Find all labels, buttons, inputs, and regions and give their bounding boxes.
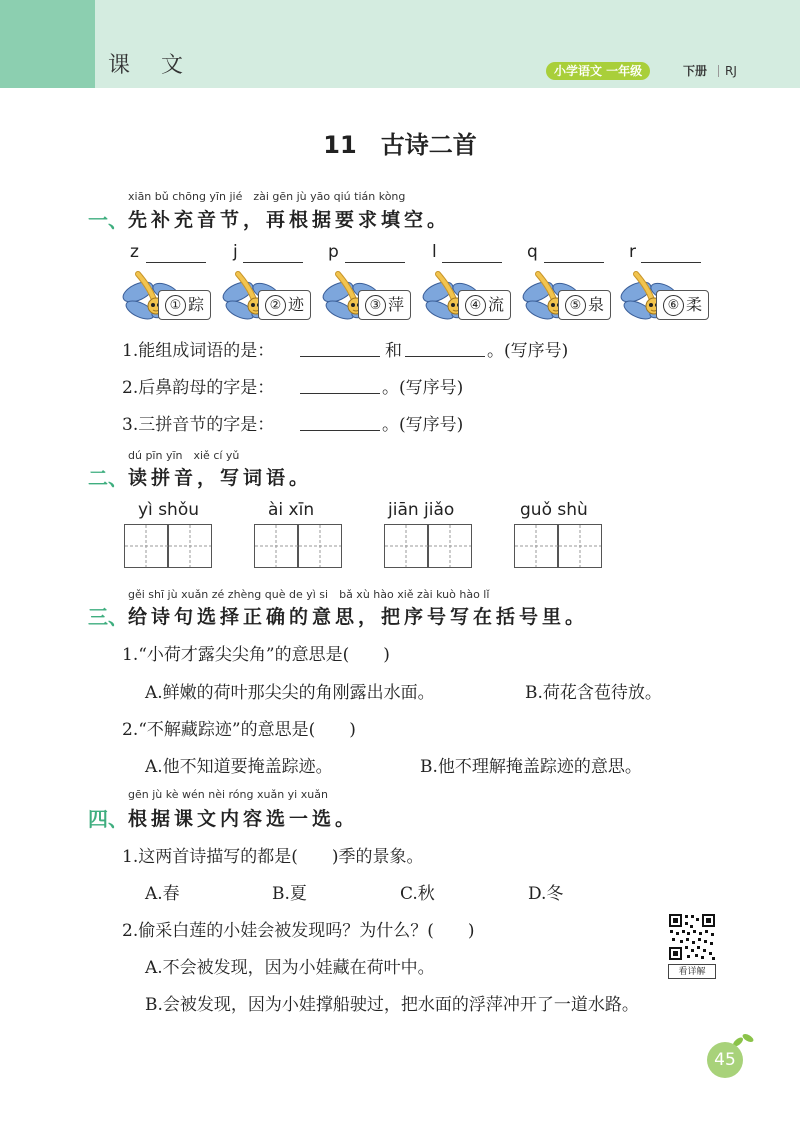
subject-pill: 小学语文 一年级 bbox=[546, 62, 650, 80]
question-text: 。(写序号) bbox=[382, 378, 464, 398]
volume-label: 下册 bbox=[683, 64, 708, 78]
pinyin-word: ài xīn bbox=[268, 500, 315, 520]
question-text: 2.偷采白莲的小娃会被发现吗？为什么？( ) bbox=[122, 921, 475, 941]
initial-letter: z bbox=[130, 242, 139, 262]
option-b: B.会被发现，因为小娃撑船驶过，把水面的浮萍冲开了一道水路。 bbox=[145, 995, 639, 1015]
pinyin-blank[interactable] bbox=[544, 262, 604, 263]
pinyin-word: jiān jiǎo bbox=[388, 500, 455, 520]
item-number: ⑥ bbox=[663, 295, 684, 316]
section3-pinyin: gěi shī jù xuǎn zé zhèng què de yì si bǎ xù hào xiě zài kuò hào lǐ bbox=[128, 588, 490, 601]
section4-pinyin: gēn jù kè wén nèi róng xuǎn yi xuǎn bbox=[128, 788, 328, 801]
initial-letter: p bbox=[328, 242, 339, 262]
character: 萍 bbox=[388, 295, 405, 314]
option-c: C.秋 bbox=[400, 884, 435, 904]
section3-title: 给诗句选择正确的意思，把序号写在括号里。 bbox=[128, 606, 589, 628]
section3-number: 三、 bbox=[88, 605, 128, 629]
option-a: A.春 bbox=[145, 884, 180, 904]
question-text: 1.这两首诗描写的都是( )季的景象。 bbox=[122, 847, 424, 867]
qr-code[interactable] bbox=[668, 913, 716, 961]
option-d: D.冬 bbox=[528, 884, 564, 904]
writing-grid[interactable] bbox=[384, 524, 472, 568]
section2-pinyin: dú pīn yīn xiě cí yǔ bbox=[128, 449, 240, 462]
answer-blank[interactable] bbox=[405, 356, 485, 357]
item-number: ③ bbox=[365, 295, 386, 316]
character-card bbox=[258, 290, 311, 320]
initial-letter: l bbox=[432, 242, 437, 262]
page-number: 45 bbox=[707, 1042, 743, 1078]
qr-label: 看详解 bbox=[668, 964, 716, 979]
pinyin-blank[interactable] bbox=[243, 262, 303, 263]
section2-title: 读拼音，写词语。 bbox=[128, 467, 313, 489]
character: 迹 bbox=[288, 295, 305, 314]
option-a: A.鲜嫩的荷叶那尖尖的角刚露出水面。 bbox=[145, 683, 435, 703]
lesson-title: 11 古诗二首 bbox=[323, 131, 477, 159]
character-card bbox=[458, 290, 511, 320]
item-number: ① bbox=[165, 295, 186, 316]
initial-letter: q bbox=[527, 242, 538, 262]
option-b: B.他不理解掩盖踪迹的意思。 bbox=[420, 757, 642, 777]
question-text: 2.后鼻韵母的字是： bbox=[122, 378, 275, 398]
character: 流 bbox=[488, 295, 505, 314]
section4-title: 根据课文内容选一选。 bbox=[128, 808, 359, 830]
question-text: 1.“小荷才露尖尖角”的意思是( ) bbox=[122, 645, 390, 665]
option-a: A.他不知道要掩盖踪迹。 bbox=[145, 757, 333, 777]
question-text: 。(写序号) bbox=[382, 415, 464, 435]
section1-title: 先补充音节，再根据要求填空。 bbox=[128, 209, 451, 231]
pinyin-blank[interactable] bbox=[146, 262, 206, 263]
option-b: B.荷花含苞待放。 bbox=[525, 683, 662, 703]
initial-letter: r bbox=[629, 242, 636, 262]
question-text: 。(写序号) bbox=[487, 341, 569, 361]
question-text: 2.“不解藏踪迹”的意思是( ) bbox=[122, 720, 356, 740]
character-card bbox=[558, 290, 611, 320]
question-text: 1.能组成词语的是： bbox=[122, 341, 275, 361]
question-text: 3.三拼音节的字是： bbox=[122, 415, 275, 435]
answer-blank[interactable] bbox=[300, 356, 380, 357]
pinyin-word: guǒ shù bbox=[520, 500, 588, 520]
section2-number: 二、 bbox=[88, 466, 128, 490]
pinyin-blank[interactable] bbox=[345, 262, 405, 263]
character: 踪 bbox=[188, 295, 205, 314]
character-card bbox=[158, 290, 211, 320]
answer-blank[interactable] bbox=[300, 393, 380, 394]
edition-label: RJ bbox=[725, 64, 737, 78]
character-card bbox=[656, 290, 709, 320]
writing-grid[interactable] bbox=[254, 524, 342, 568]
item-number: ② bbox=[265, 295, 286, 316]
section4-number: 四、 bbox=[88, 807, 128, 831]
header-accent-block bbox=[0, 0, 95, 88]
pinyin-blank[interactable] bbox=[442, 262, 502, 263]
writing-grid[interactable] bbox=[514, 524, 602, 568]
character-card bbox=[358, 290, 411, 320]
item-number: ⑤ bbox=[565, 295, 586, 316]
section1-number: 一、 bbox=[88, 208, 128, 232]
header-divider bbox=[718, 65, 719, 77]
option-a: A.不会被发现，因为小娃藏在荷叶中。 bbox=[145, 958, 435, 978]
initial-letter: j bbox=[233, 242, 238, 262]
writing-grid[interactable] bbox=[124, 524, 212, 568]
option-b: B.夏 bbox=[272, 884, 307, 904]
question-text: 和 bbox=[385, 341, 402, 361]
answer-blank[interactable] bbox=[300, 430, 380, 431]
character: 泉 bbox=[588, 295, 605, 314]
item-number: ④ bbox=[465, 295, 486, 316]
section1-pinyin: xiān bǔ chōng yīn jié zài gēn jù yāo qiú tián kòng bbox=[128, 190, 406, 203]
pinyin-blank[interactable] bbox=[641, 262, 701, 263]
pinyin-word: yì shǒu bbox=[138, 500, 199, 520]
character: 柔 bbox=[686, 295, 703, 314]
page-header-title: 课 文 bbox=[108, 53, 195, 78]
